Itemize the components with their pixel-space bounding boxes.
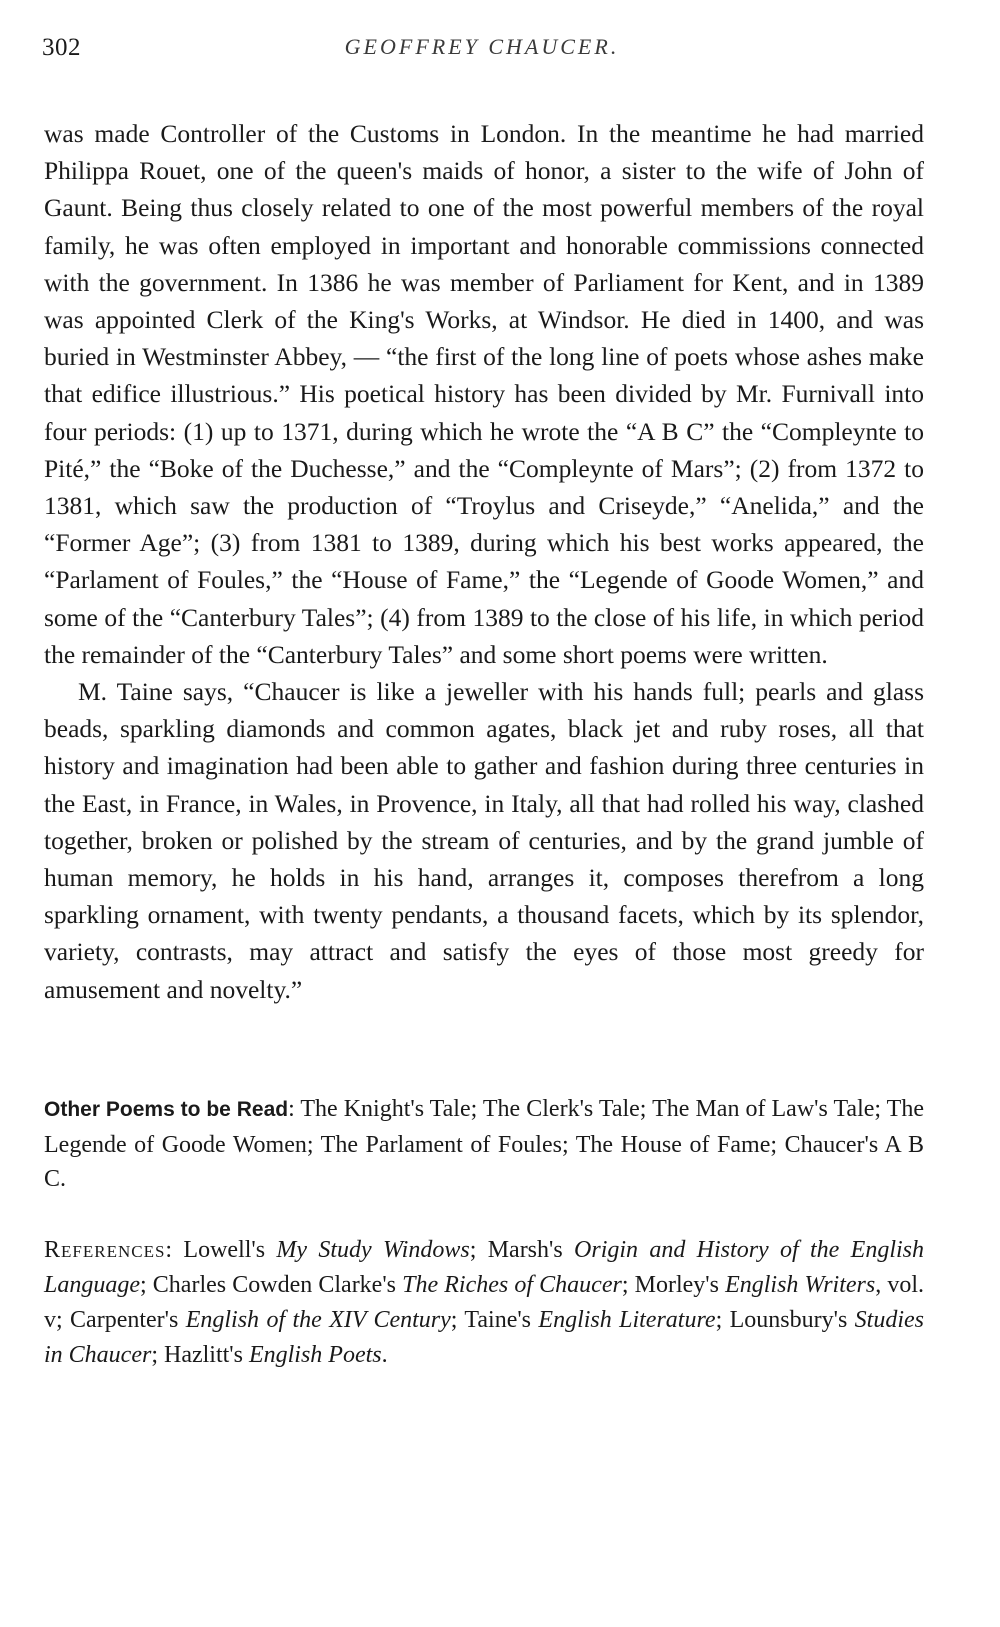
references-text-5: , vol. v; Carpenter's [44,1272,925,1333]
references-text-3: ; Charles Cowden Clarke's [140,1272,403,1298]
page-number: 302 [42,34,81,61]
reference-title: Origin and History of the English Language [44,1237,924,1298]
reference-title: English Poets [248,1342,382,1368]
other-poems-section [44,1092,924,1197]
reference-title: English Literature [538,1307,716,1333]
references-text-8: ; Hazlitt's [151,1342,249,1368]
reference-title: The Riches of Chaucer [402,1272,622,1298]
references-text-1: : Lowell's [165,1237,277,1263]
other-poems-list: : The Knight's Tale; The Clerk's Tale; The Man of Law's Tale; The Legende of Goode Women; The Parlament of Foules; The House of Fame; Chaucer's A B C. [44,1096,924,1192]
page-header [42,34,922,74]
paragraph-taine-quote: M. Taine says, “Chaucer is like a jeweller with his hands full; pearls and glass beads, sparkling diamonds and common agates, black jet and ruby roses, all that history and imagination had been able to gather and fashion during three centuries in the East, in France, in Wales, in Provence, in Italy, all that had rolled his way, clashed together, broken or polished by the stream of centuries, and by the grand jumble of human memory, he holds in his hand, arranges it, composes therefrom a long sparkling ornament, with twenty pendants, a thousand facets, which by its splendor, variety, contrasts, may attract and satisfy the eyes of those most greedy for amusement and novelty.” [44,677,924,1004]
references-text-2: ; Marsh's [469,1237,575,1263]
reference-title: Studies in Chaucer [44,1307,924,1368]
running-title: GEOFFREY CHAUCER. [344,34,620,59]
reference-title: My Study Windows [276,1237,470,1263]
references-label: References [44,1237,166,1263]
reference-title: English of the XIV Century [185,1307,451,1333]
other-poems-label: Other Poems to be Read [44,1098,289,1121]
references-text-6: ; Taine's [450,1307,539,1333]
paragraph-chaucer-biography: was made Controller of the Customs in London. In the meantime he had married Philippa Rouet, one of the queen's maids of honor, a sister to the wife of John of Gaunt. Being thus closely related to one of the most powerful members of the royal family, he was often employed in important and honorable commissions connected with the government. In 1386 he was member of Parliament for Kent, and in 1389 was appointed Clerk of the King's Works, at Windsor. He died in 1400, and was buried in Westminster Abbey, — “the first of the long line of poets whose ashes make that edifice illustrious.” His poetical history has been divided by Mr. Furnivall into four periods: (1) up to 1371, during which he wrote the “A B C” the “Compleynte to Pité,” the “Boke of the Duchesse,” and the “Compleynte of Mars”; (2) from 1372 to 1381, which saw the production of “Troylus and Criseyde,” “Anelida,” and the “Former Age”; (3) from 1381 to 1389, during which his best works appeared, the “Parlament of Foules,” the “House of Fame,” the “Legende of Goode Women,” and some of the “Canterbury Tales”; (4) from 1389 to the close of his life, in which period the remainder of the “Canterbury Tales” and some short poems were written. [44,119,924,669]
references-text-4: ; Morley's [621,1272,726,1298]
reference-title: English Writers [725,1272,876,1298]
body-text [44,115,924,1008]
references-section [44,1233,924,1373]
references-text-9: . [381,1342,388,1368]
references-text-7: ; Lounsbury's [715,1307,855,1333]
